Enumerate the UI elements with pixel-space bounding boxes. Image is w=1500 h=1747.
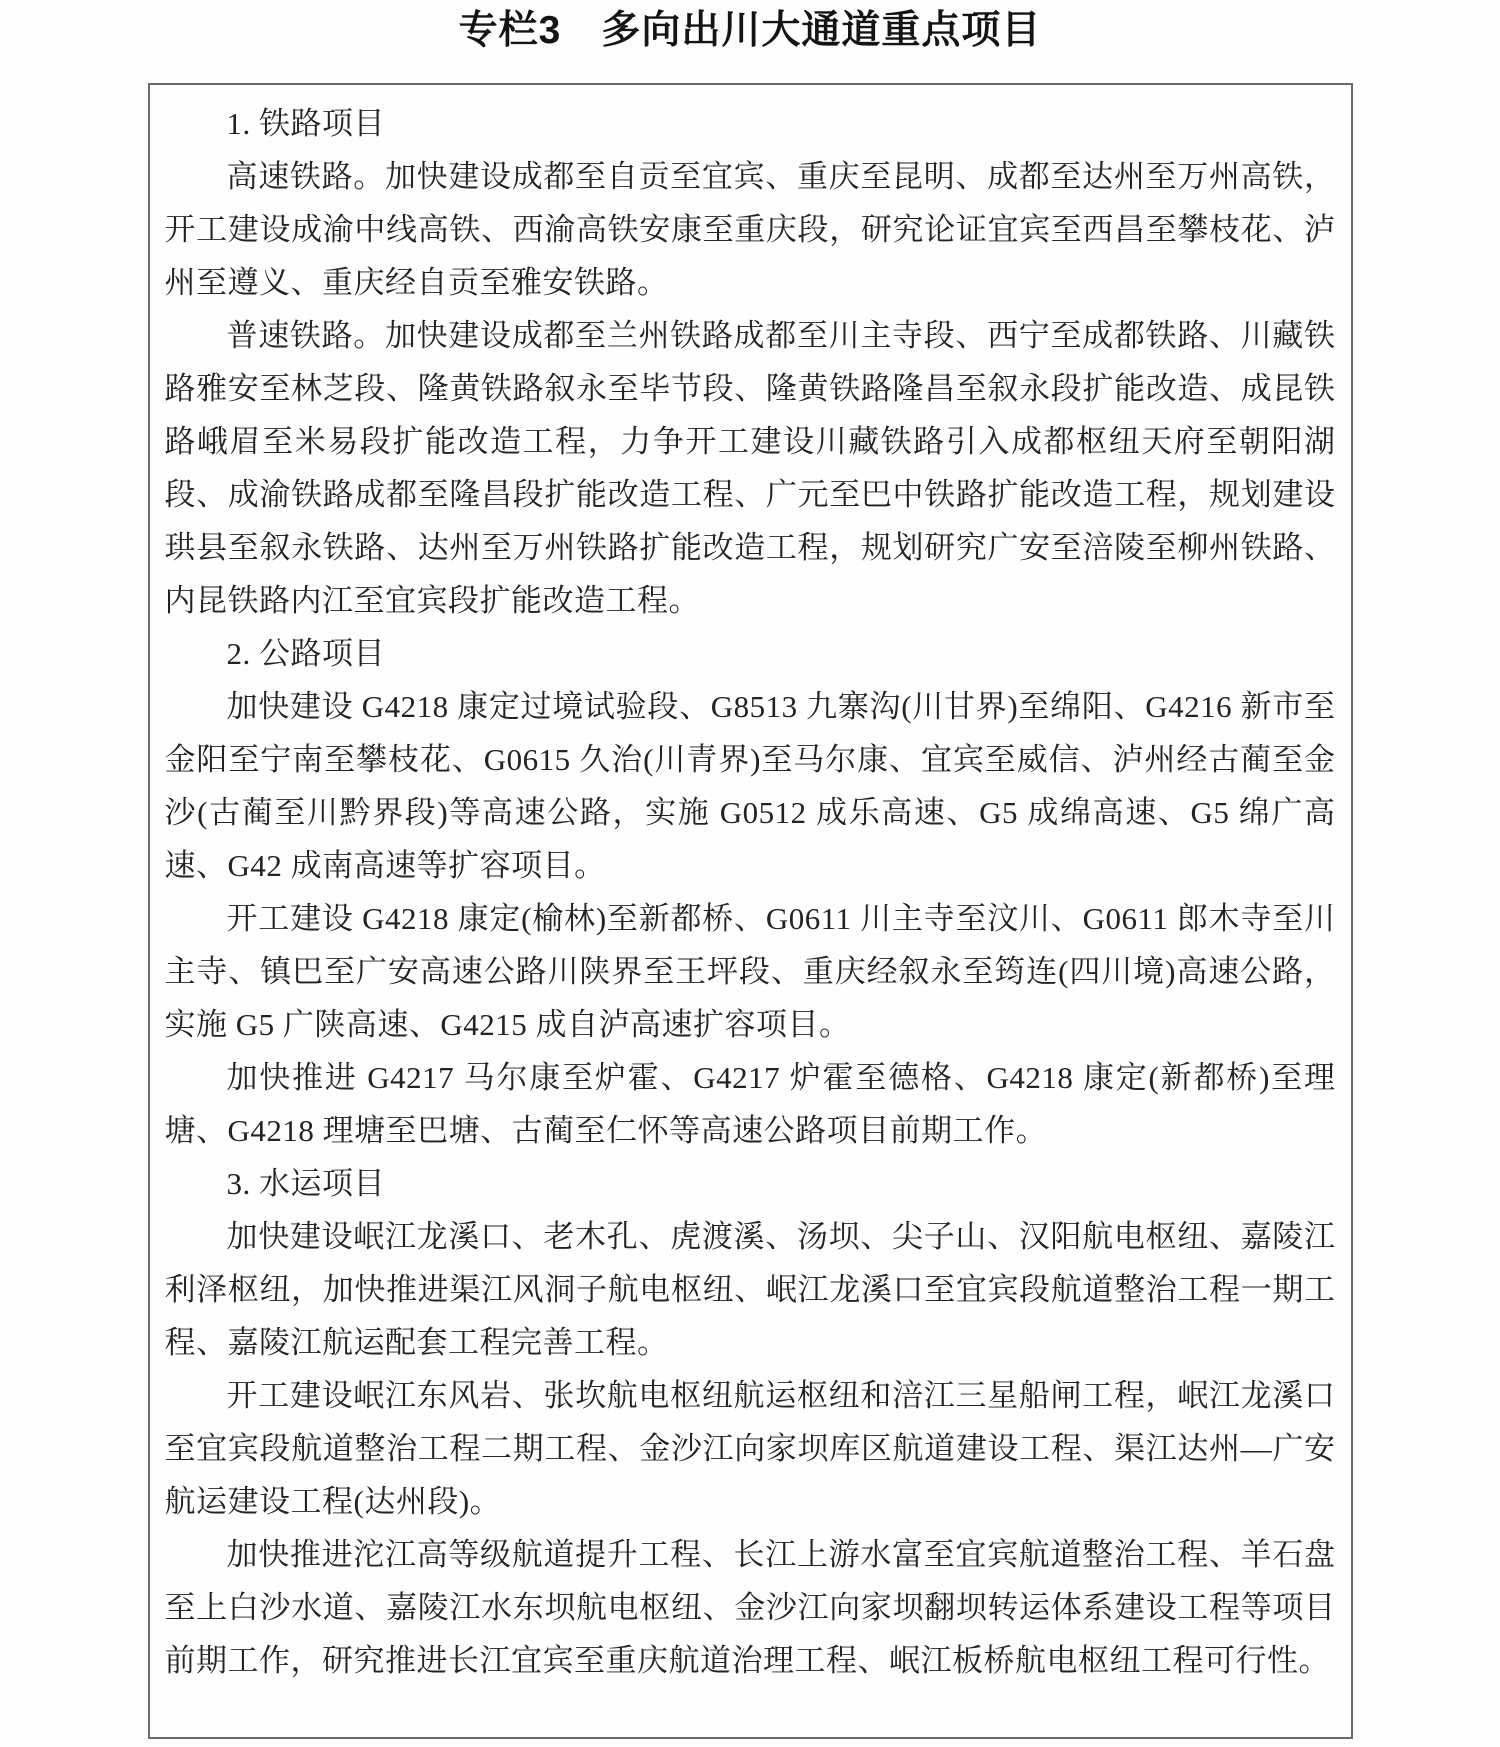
highway-start-construction-paragraph: 开工建设 G4218 康定(榆林)至新都桥、G0611 川主寺至汶川、G0611 郎木寺至川主寺、镇巴至广安高速公路川陕界至王坪段、重庆经叙永至筠连(四川境)高速公路，实施 G5 广陕高速、G4215 成自泸高速扩容项目。 <box>164 901 1336 1042</box>
railway-highspeed-paragraph: 高速铁路。加快建设成都至自贡至宜宾、重庆至昆明、成都至达州至万州高铁，开工建设成渝中线高铁、西渝高铁安康至重庆段，研究论证宜宾至西昌至攀枝花、泸州至遵义、重庆经自贡至雅安铁路。 <box>164 159 1336 300</box>
waterway-start-construction-paragraph: 开工建设岷江东风岩、张坎航电枢纽航运枢纽和涪江三星船闸工程，岷江龙溪口至宜宾段航道整治工程二期工程、金沙江向家坝库区航道建设工程、渠江达州—广安航运建设工程(达州段)。 <box>164 1378 1336 1519</box>
waterway-preliminary-work-paragraph: 加快推进沱江高等级航道提升工程、长江上游水富至宜宾航道整治工程、羊石盘至上白沙水道、嘉陵江水东坝航电枢纽、金沙江向家坝翻坝转运体系建设工程等项目前期工作，研究推进长江宜宾至重庆航道治理工程、岷江板桥航电枢纽工程可行性。 <box>164 1537 1336 1678</box>
highway-accelerate-paragraph: 加快建设 G4218 康定过境试验段、G8513 九寨沟(川甘界)至绵阳、G4216 新市至金阳至宁南至攀枝花、G0615 久治(川青界)至马尔康、宜宾至威信、泸州经古蔺至金沙(古蔺至川黔界段)等高速公路，实施 G0512 成乐高速、G5 成绵高速、G5 绵广高速、G42 成南高速等扩容项目。 <box>164 689 1336 883</box>
section-heading-waterway: 3. 水运项目 <box>226 1166 385 1201</box>
highway-preliminary-work-paragraph: 加快推进 G4217 马尔康至炉霍、G4217 炉霍至德格、G4218 康定(新都桥)至理塘、G4218 理塘至巴塘、古蔺至仁怀等高速公路项目前期工作。 <box>164 1060 1336 1148</box>
section-heading-railway: 1. 铁路项目 <box>226 106 385 141</box>
section-heading-highway: 2. 公路项目 <box>226 636 385 671</box>
content-box <box>148 83 1353 1739</box>
railway-normalspeed-paragraph: 普速铁路。加快建设成都至兰州铁路成都至川主寺段、西宁至成都铁路、川藏铁路雅安至林芝段、隆黄铁路叙永至毕节段、隆黄铁路隆昌至叙永段扩能改造、成昆铁路峨眉至米易段扩能改造工程，力争开工建设川藏铁路引入成都枢纽天府至朝阳湖段、成渝铁路成都至隆昌段扩能改造工程、广元至巴中铁路扩能改造工程，规划建设珙县至叙永铁路、达州至万州铁路扩能改造工程，规划研究广安至涪陵至柳州铁路、内昆铁路内江至宜宾段扩能改造工程。 <box>164 318 1336 618</box>
waterway-accelerate-paragraph: 加快建设岷江龙溪口、老木孔、虎渡溪、汤坝、尖子山、汉阳航电枢纽、嘉陵江利泽枢纽，加快推进渠江风洞子航电枢纽、岷江龙溪口至宜宾段航道整治工程一期工程、嘉陵江航运配套工程完善工程。 <box>164 1219 1336 1360</box>
page-title: 专栏3 多向出川大通道重点项目 <box>458 9 1042 52</box>
